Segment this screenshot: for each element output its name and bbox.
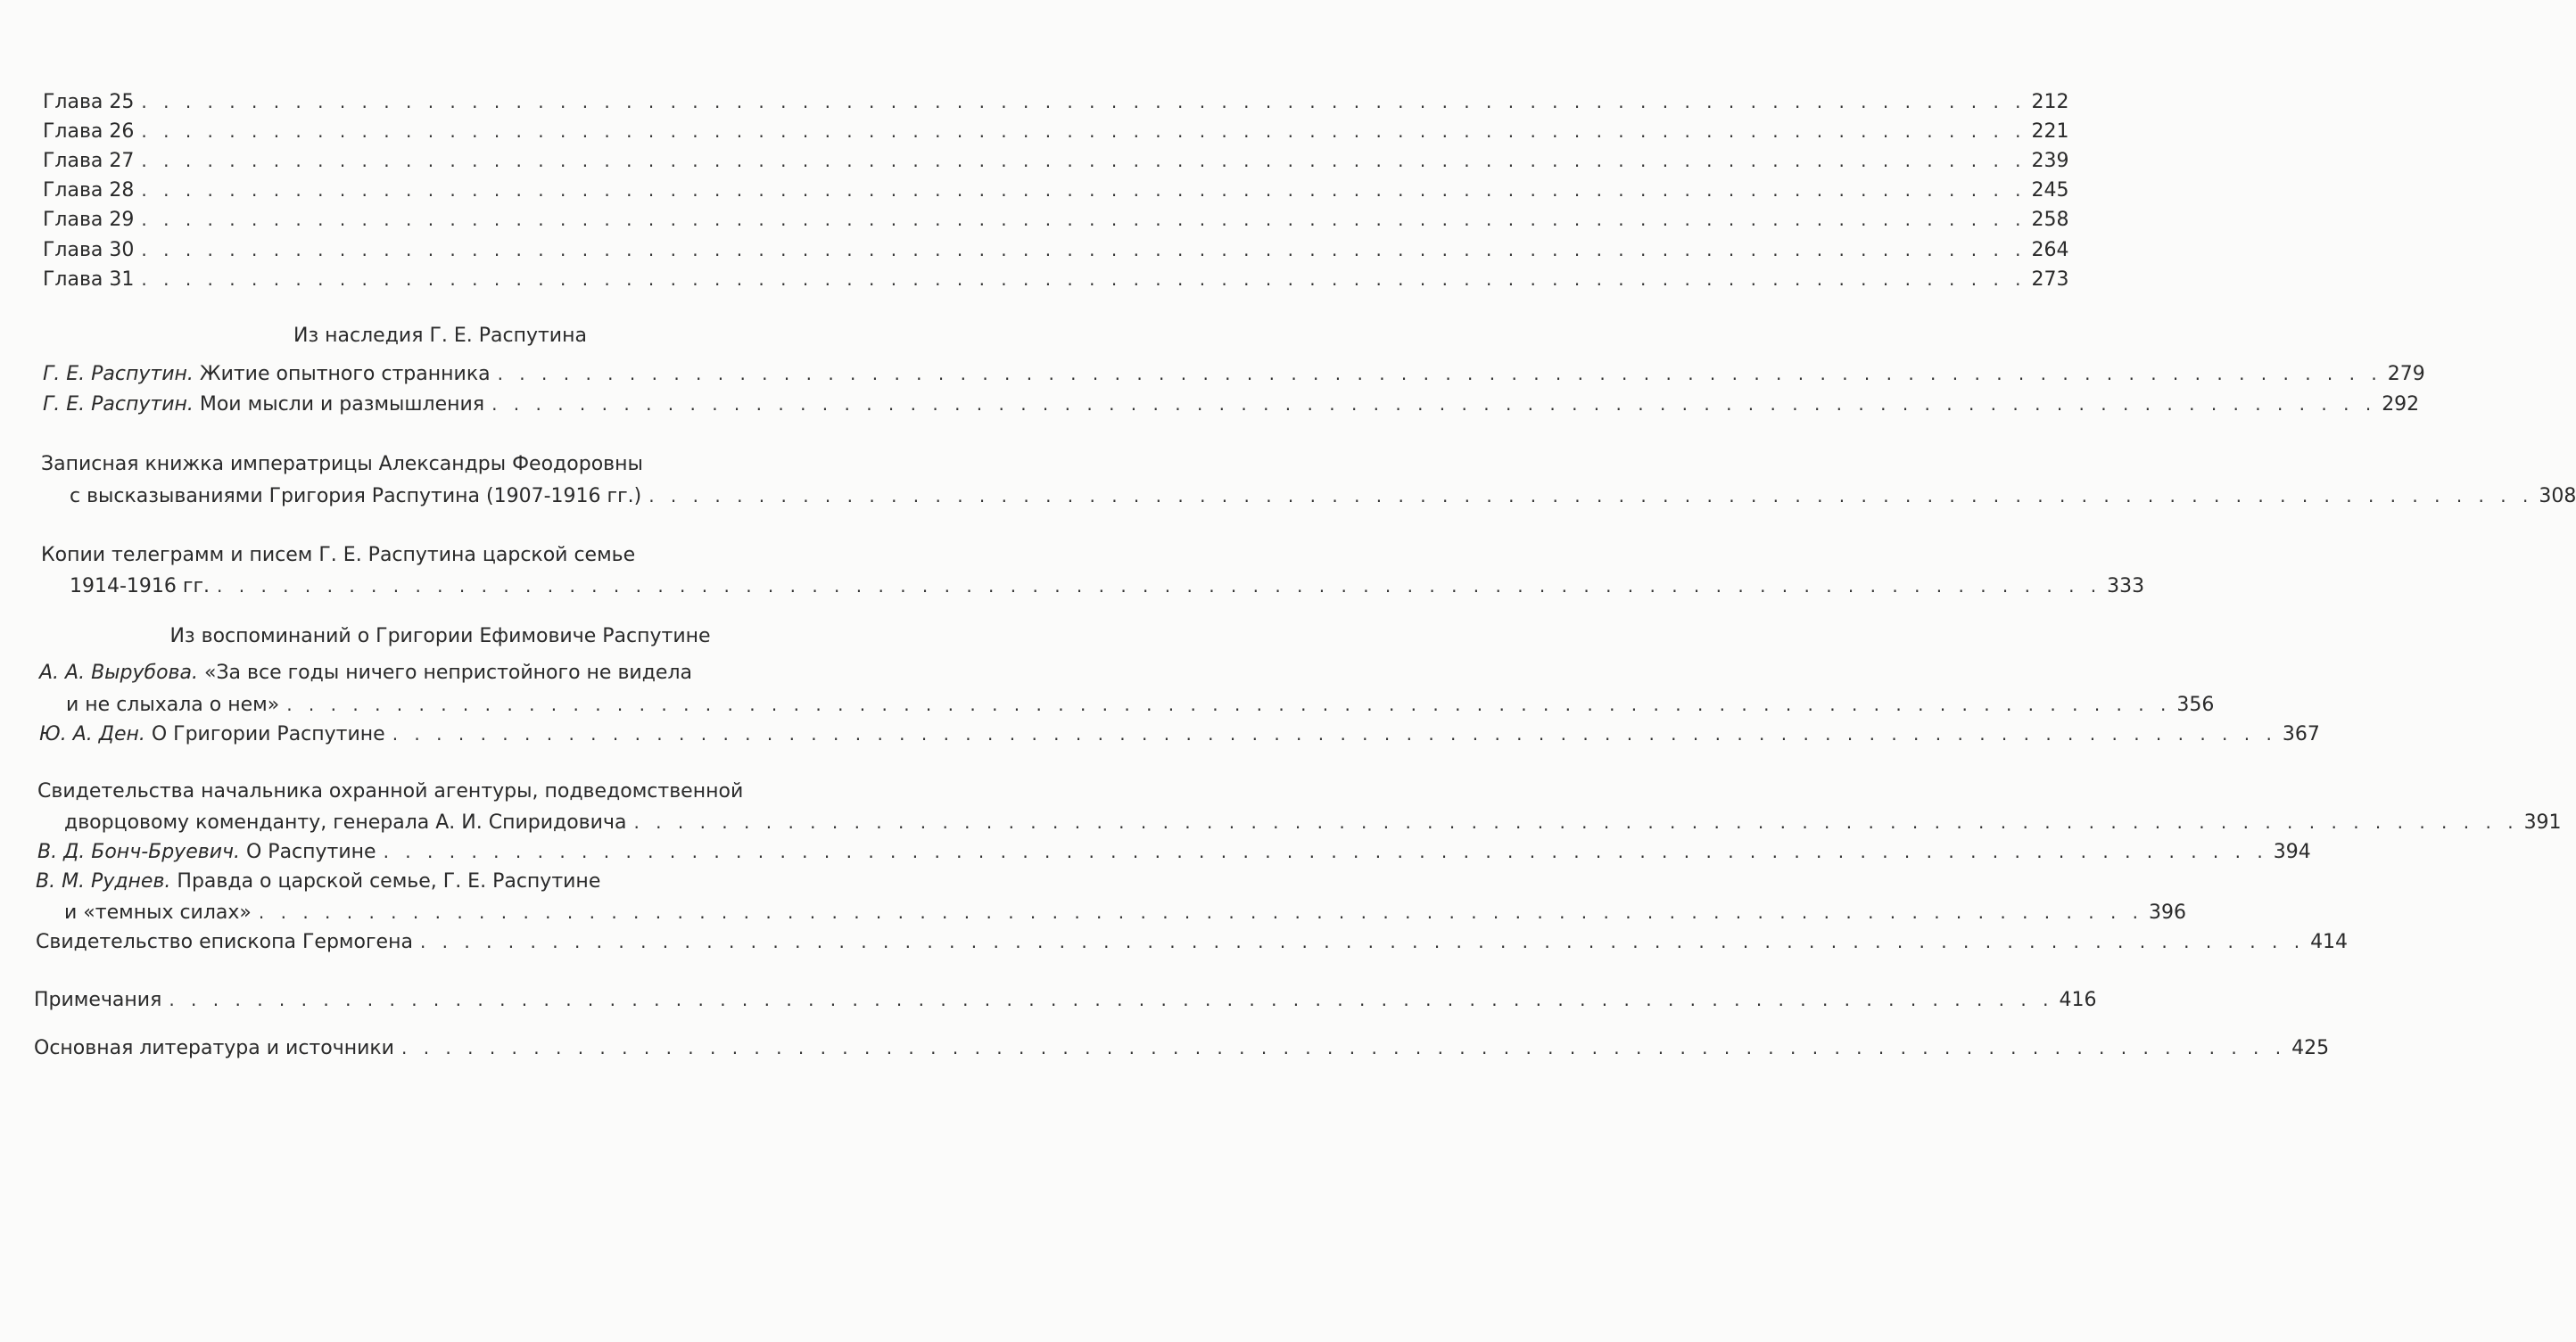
leader-dots: . . . . . . . . . . . . . . . . . . . . . . . . . . . . . . . . . . . . . . . . . . . . . . . . . . . . . . . . . . . . . . . . . . . . . . . . . . . . . . . . . . . . . . [169,989,2054,1010]
entry-title: 1914-1916 гг. [70,575,211,597]
leader-dots: . . . . . . . . . . . . . . . . . . . . . . . . . . . . . . . . . . . . . . . . . . . . . . . . . . . . . . . . . . . . . . . . . . . . . . . . . . . . . . . . . . . . . . [141,209,2027,230]
entry-title: дворцовому коменданту, генерала А. И. Спиридовича [64,811,627,834]
leader-dots: . . . . . . . . . . . . . . . . . . . . . . . . . . . . . . . . . . . . . . . . . . . . . . . . . . . . . . . . . . . . . . . . . . . . . . . . . . . . . . . . . . . . . . [141,239,2027,260]
entry-title: Глава 30 [43,239,135,261]
leader-dots: . . . . . . . . . . . . . . . . . . . . . . . . . . . . . . . . . . . . . . . . . . . . . . . . . . . . . . . . . . . . . . . . . . . . . . . . . . . . . . . . . . . . . . [141,150,2027,171]
page-number: 279 [2387,363,2425,385]
section-heading-memoirs: Из воспоминаний о Григории Ефимовиче Распутине [169,625,711,647]
page-number: 273 [2031,268,2069,291]
leader-dots: . . . . . . . . . . . . . . . . . . . . . . . . . . . . . . . . . . . . . . . . . . . . . . . . . . . . . . . . . . . . . . . . . . . . . . . . . . . . . . . . . . . . . . [286,694,2172,715]
leader-dots: . . . . . . . . . . . . . . . . . . . . . . . . . . . . . . . . . . . . . . . . . . . . . . . . . . . . . . . . . . . . . . . . . . . . . . . . . . . . . . . . . . . . . . [258,902,2144,923]
page-number: 414 [2310,931,2349,953]
toc-entry-germogen[interactable] [36,928,2349,956]
leader-dots: . . . . . . . . . . . . . . . . . . . . . . . . . . . . . . . . . . . . . . . . . . . . . . . . . . . . . . . . . . . . . . . . . . . . . . . . . . . . . . . . . . . . . . [141,268,2027,290]
leader-dots: . . . . . . . . . . . . . . . . . . . . . . . . . . . . . . . . . . . . . . . . . . . . . . . . . . . . . . . . . . . . . . . . . . . . . . . . . . . . . . . . . . . . . . [497,363,2382,384]
entry-title-text: О Григории Распутине [144,723,385,745]
toc-entry-telegrams-line1: Копии телеграмм и писем Г. Е. Распутина царской семье [41,544,636,566]
leader-dots: . . . . . . . . . . . . . . . . . . . . . . . . . . . . . . . . . . . . . . . . . . . . . . . . . . . . . . . . . . . . . . . . . . . . . . . . . . . . . . . . . . . . . . [419,931,2306,952]
toc-entry-spiridovich[interactable] [64,809,2562,836]
leader-dots: . . . . . . . . . . . . . . . . . . . . . . . . . . . . . . . . . . . . . . . . . . . . . . . . . . . . . . . . . . . . . . . . . . . . . . . . . . . . . . . . . . . . . . [400,1037,2287,1058]
entry-author: А. А. Вырубова. [39,662,198,684]
entry-title: Свидетельство епископа Гермогена [36,931,413,953]
entry-title: с высказываниями Григория Распутина (1907-1916 гг.) [70,485,642,507]
toc-entry-spiridovich-line1: Свидетельства начальника охранной агентуры, подведомственной [37,780,744,803]
entry-title: Основная литература и источники [34,1037,394,1059]
leader-dots: . . . . . . . . . . . . . . . . . . . . . . . . . . . . . . . . . . . . . . . . . . . . . . . . . . . . . . . . . . . . . . . . . . . . . . . . . . . . . . . . . . . . . . [633,811,2519,833]
leader-dots: . . . . . . . . . . . . . . . . . . . . . . . . . . . . . . . . . . . . . . . . . . . . . . . . . . . . . . . . . . . . . . . . . . . . . . . . . . . . . . . . . . . . . . [383,841,2268,862]
page-number: 292 [2382,393,2420,416]
page-number: 425 [2291,1037,2330,1059]
entry-title: Глава 29 [43,209,135,231]
page-number: 258 [2031,209,2069,231]
toc-entry-zhitie[interactable] [43,360,2425,388]
toc-entry-rudnev[interactable] [64,899,2187,926]
toc-entry-notes[interactable] [34,986,2097,1014]
toc-entry-telegrams[interactable] [70,572,2145,600]
entry-title: Глава 26 [43,120,135,143]
leader-dots: . . . . . . . . . . . . . . . . . . . . . . . . . . . . . . . . . . . . . . . . . . . . . . . . . . . . . . . . . . . . . . . . . . . . . . . . . . . . . . . . . . . . . . [141,120,2027,142]
entry-title: Примечания [34,989,162,1011]
toc-entry-chapter-31[interactable] [43,266,2069,293]
page-number: 239 [2031,150,2069,172]
entry-title [39,721,392,748]
toc-entry-notebook-line1: Записная книжка императрицы Александры Феодоровны [41,453,643,475]
page-number: 308 [2539,485,2576,507]
leader-dots: . . . . . . . . . . . . . . . . . . . . . . . . . . . . . . . . . . . . . . . . . . . . . . . . . . . . . . . . . . . . . . . . . . . . . . . . . . . . . . . . . . . . . . [648,485,2534,506]
page-number: 245 [2031,179,2069,202]
toc-entry-chapter-28[interactable] [43,177,2069,204]
toc-entry-chapter-29[interactable] [43,206,2069,234]
entry-title [37,839,384,866]
entry-author: В. Д. Бонч-Бруевич. [37,841,240,863]
leader-dots: . . . . . . . . . . . . . . . . . . . . . . . . . . . . . . . . . . . . . . . . . . . . . . . . . . . . . . . . . . . . . . . . . . . . . . . . . . . . . . . . . . . . . . [141,91,2027,112]
toc-entry-den[interactable] [39,720,2320,748]
page-number: 367 [2282,723,2320,745]
page-number: 212 [2031,91,2069,113]
entry-author: В. М. Руднев. [36,870,171,893]
entry-author: Г. Е. Распутин. [43,393,194,416]
entry-title: и «темных силах» [64,902,252,924]
entry-title: и не слыхала о нем» [66,694,280,716]
entry-title-text: О Распутине [240,841,376,863]
toc-entry-chapter-25[interactable] [43,88,2069,116]
entry-title-text: «За все годы ничего непристойного не видела [198,662,692,684]
entry-title: Глава 25 [43,91,135,113]
page-number: 264 [2031,239,2069,261]
entry-title: Глава 31 [43,268,135,291]
toc-entry-vyrubova[interactable] [66,691,2215,719]
entry-author: Ю. А. Ден. [39,723,145,745]
toc-entry-chapter-27[interactable] [43,147,2069,175]
leader-dots: . . . . . . . . . . . . . . . . . . . . . . . . . . . . . . . . . . . . . . . . . . . . . . . . . . . . . . . . . . . . . . . . . . . . . . . . . . . . . . . . . . . . . . [392,723,2277,745]
leader-dots: . . . . . . . . . . . . . . . . . . . . . . . . . . . . . . . . . . . . . . . . . . . . . . . . . . . . . . . . . . . . . . . . . . . . . . . . . . . . . . . . . . . . . . [491,393,2377,415]
entry-title-text: Правда о царской семье, Г. Е. Распутине [170,870,601,893]
page-number: 391 [2523,811,2562,834]
entry-title [43,391,491,418]
toc-entry-rudnev-line1 [36,869,600,895]
page-number: 396 [2149,902,2187,924]
page-number: 416 [2059,989,2097,1011]
page-number: 356 [2176,694,2215,716]
leader-dots: . . . . . . . . . . . . . . . . . . . . . . . . . . . . . . . . . . . . . . . . . . . . . . . . . . . . . . . . . . . . . . . . . . . . . . . . . . . . . . . . . . . . . . [217,575,2102,597]
entry-title: Глава 28 [43,179,135,202]
toc-entry-bonch[interactable] [37,838,2311,866]
entry-title-text: Мои мысли и размышления [193,393,485,416]
entry-author: Г. Е. Распутин. [43,363,194,385]
toc-entry-mysli[interactable] [43,391,2420,418]
toc-entry-notebook[interactable] [70,482,2576,510]
page-number: 221 [2031,120,2069,143]
toc-entry-vyrubova-line1 [39,660,692,687]
page-number: 394 [2273,841,2311,863]
leader-dots: . . . . . . . . . . . . . . . . . . . . . . . . . . . . . . . . . . . . . . . . . . . . . . . . . . . . . . . . . . . . . . . . . . . . . . . . . . . . . . . . . . . . . . [141,179,2027,201]
entry-title-text: Житие опытного странника [193,363,491,385]
toc-entry-literature[interactable] [34,1034,2330,1062]
entry-title [43,361,498,388]
entry-title: Глава 27 [43,150,135,172]
toc-entry-chapter-30[interactable] [43,236,2069,264]
section-heading-heritage: Из наследия Г. Е. Распутина [293,325,587,347]
page-number: 333 [2107,575,2145,597]
toc-entry-chapter-26[interactable] [43,118,2069,145]
